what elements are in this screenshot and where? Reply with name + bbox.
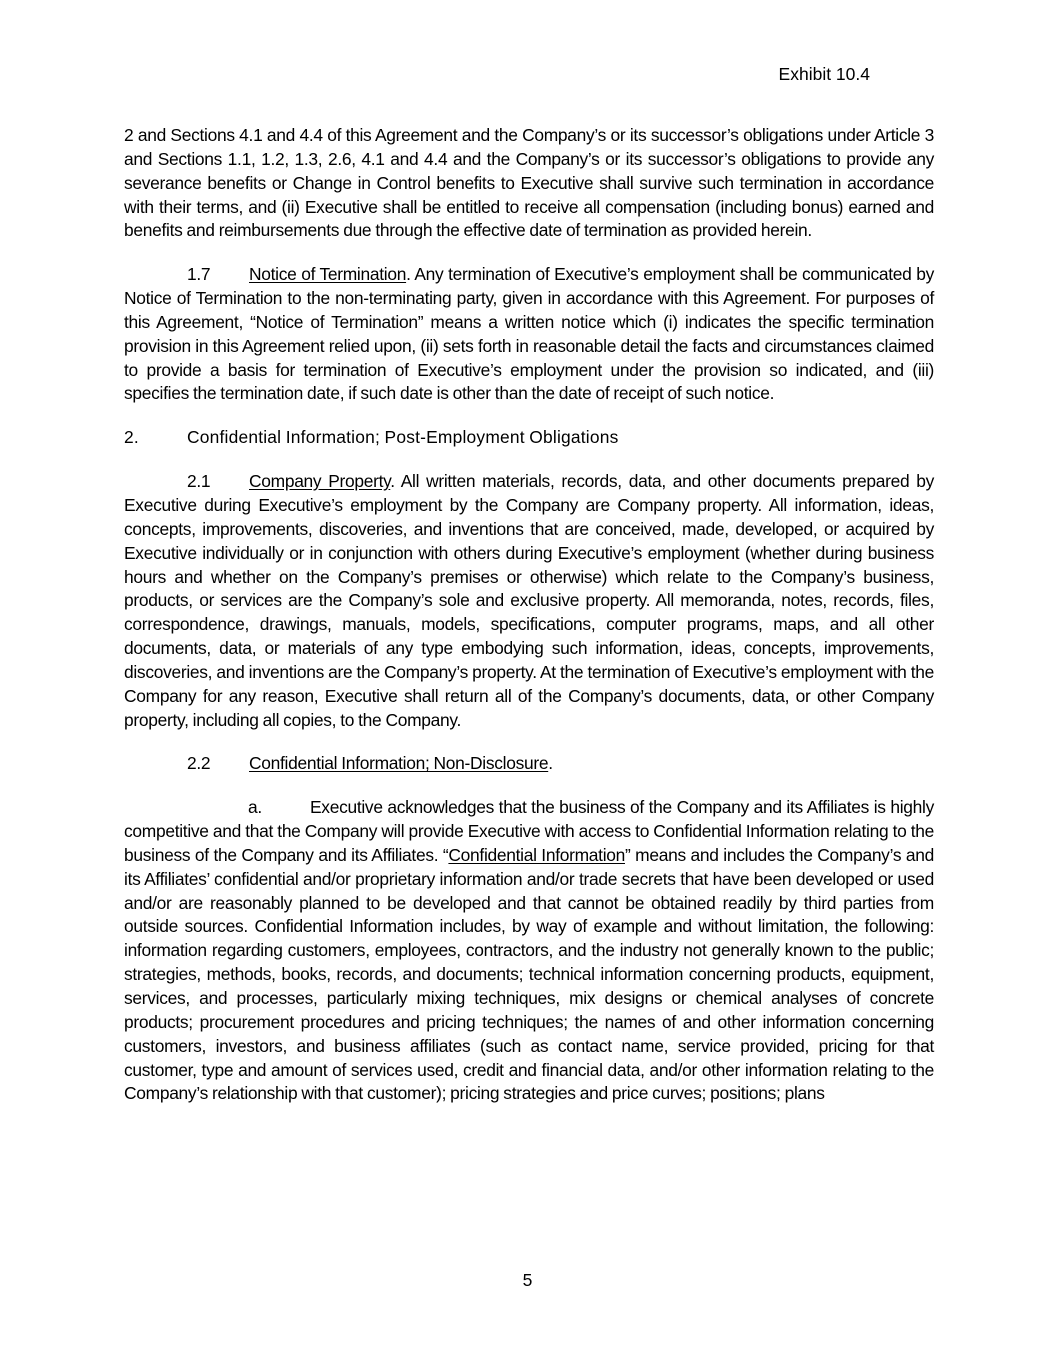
section-title: Confidential Information; Non-Disclosure [249,753,549,774]
section-title-period: . [390,471,395,492]
section-1-7 [124,263,934,406]
section-title-period: . [548,753,553,774]
document-body [124,124,934,1106]
section-title: Company Property [249,471,391,492]
page-number: 5 [522,1270,533,1290]
section-title-period: . [406,264,411,285]
section-text: Any termination of Executive’s employment shall be communicated by Notice of Termination to the non-terminating party, given in accordance with this Agreement. For purposes of this Agreement, “Notice of Termination” means a written notice which (i) indicates the specific termination provision in this Agreement relied upon, (ii) sets forth in reasonable detail the facts and circumstances claimed to provide a basis for termination of Executive’s employment under the provision so indicated, and (iii) specifies the termination date, if such date is other than the date of receipt of such notice. [124,264,934,404]
subsection-letter: a. [248,797,262,818]
exhibit-label: Exhibit 10.4 [778,64,870,84]
paragraph-continuation: 2 and Sections 4.1 and 4.4 of this Agreement and the Company’s or its successor’s obligations under Article 3 and Sections 1.1, 1.2, 1.3, 2.6, 4.1 and 4.4 and the Company’s or its successor’s obligations to provide any severance benefits or Change in Control benefits to Executive shall survive such termination in accordance with their terms, and (ii) Executive shall be entitled to receive all compensation (including bonus) earned and benefits and reimbursements due through the effective date of termination as provided herein. [124,125,934,241]
article-title: Confidential Information; Post-Employment Obligations [187,427,619,448]
section-number: 2.1 [187,471,211,492]
section-text: All written materials, records, data, and other documents prepared by Executive during Executive’s employment by the Company are Company property. All information, ideas, concepts, improvements, discoveries, and inventions that are conceived, made, developed, or acquired by Executive individually or in conjunction with others during Executive’s employment (whether during business hours and whether on the Company’s premises or otherwise) which relate to the Company’s business, products, or services are the Company’s sole and exclusive property. All memoranda, notes, records, files, correspondence, drawings, manuals, models, specifications, computer programs, maps, and all other documents, data, or materials of any type embodying such information, ideas, concepts, improvements, discoveries, and inventions are the Company’s property. At the termination of Executive’s employment with the Company for any reason, Executive shall return all of the Company’s documents, data, or other Company property, including all copies, to the Company. [124,471,934,730]
section-title: Notice of Termination [249,264,407,285]
section-2-2 [124,752,934,776]
defined-term: Confidential Information [448,844,625,865]
section-number: 2.2 [187,753,211,774]
subsection-2-2-a [124,796,934,1106]
article-number: 2. [124,427,139,448]
subsection-text-after: ” means and includes the Company’s and its Affiliates’ confidential and/or proprietary information and/or trade secrets that have been developed or used and/or are reasonably planned to be developed and that cannot be obtained readily by third parties from outside sources. Confidential Information includes, by way of example and without limitation, the following: information regarding customers, employees, contractors, and the industry not generally known to the public; strategies, methods, books, records, and documents; technical information concerning products, equipment, services, and processes, particularly mixing techniques, mix designs or chemical analyses of concrete products; procurement procedures and pricing techniques; the names of and other information concerning customers, investors, and business affiliates (such as contact name, service provided, pricing for that customer, type and amount of services used, credit and financial data, and/or other information relating to the Company’s relationship with that customer); pricing strategies and price curves; positions; plans [124,844,934,1104]
section-number: 1.7 [187,264,211,285]
subsection-text-before: Executive acknowledges that the business of the Company and its Affiliates is highly competitive and that the Company will provide Executive with access to Confidential Information relating to the business of the Company and its Affiliates. “ [124,797,934,865]
article-2-heading [124,426,934,450]
section-2-1 [124,470,934,732]
